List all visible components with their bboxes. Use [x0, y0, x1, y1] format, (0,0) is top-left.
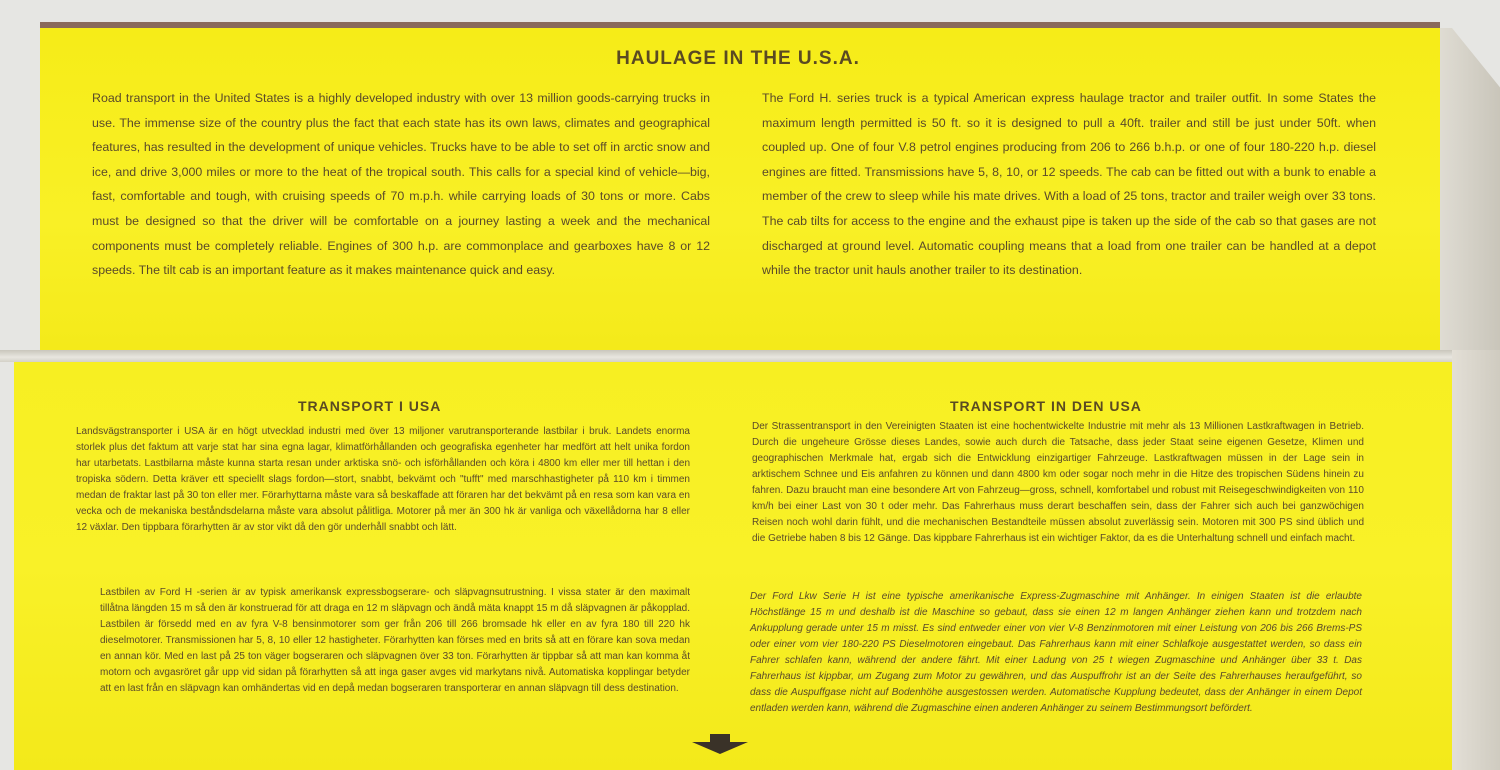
swedish-text-1 — [76, 424, 690, 536]
english-paragraph: Road transport in the United States is a highly developed industry with over 13 million goods-carrying trucks in use. The immense size of the country plus the fact that each state has its own laws, climates and geographical features, has resulted in the development of unique vehicles. Trucks have to be able to set off in arctic snow and ice, and drive 3,000 miles or more to the heat of the tropical south. This calls for a special kind of vehicle—big, fast, comfortable and tough, with cruising speeds of 70 m.p.h. while carrying loads of 30 tons or more. Cabs must be designed so that the driver will be comfortable on a journey lasting a week and the mechanical components must be completely reliable. Engines of 300 h.p. are commonplace and gearboxes have 8 or 12 speeds. The tilt cab is an important feature as it makes maintenance quick and easy. — [92, 91, 710, 278]
fold-crease — [0, 350, 1500, 362]
english-paragraph: The Ford H. series truck is a typical American express haulage tractor and trailer outfit. In some States the maximum length permitted is 50 ft. so it is designed to pull a 40ft. trailer and still be just under 50ft. when coupled up. One of four V.8 petrol engines producing from 206 to 266 b.h.p. or one of four 180-220 h.p. diesel engines are fitted. Transmissions have 5, 8, 10, or 12 speeds. The cab can be fitted out with a bunk to enable a member of the crew to sleep while his mate drives. With a load of 25 tons, tractor and trailer weigh over 33 tons. The cab tilts for access to the engine and the exhaust pipe is taken up the side of the cab so that gases are not discharged at ground level. Automatic coupling means that a load from one trailer can be handled at a depot while the tractor unit hauls another trailer to its destination. — [762, 91, 1376, 278]
german-paragraph: Der Strassentransport in den Vereinigten Staaten ist eine hochentwickelte Industrie mit mehr als 13 Millionen Lastkraftwagen in Betrieb. Durch die ungeheure Grösse dieses Landes, sowie auch durch die Tatsache, dass jeder Staat seine eigenen Gesetze, Klimen und geographischen Merkmale hat, ergab sich die Entwicklung einzigartiger Fahrzeuge. Lastkraftwagen müssen in der Lage sein in arktischem Schnee und Eis anfahren zu können und dann 4800 km oder sogar noch mehr in die Hitze des tropischen Südens hinein zu fahren. Dazu braucht man eine besondere Art von Fahrzeug—gross, schnell, komfortabel und robust mit Reisegeschwindigkeiten von 110 km/h bei einer Last von 30 t oder mehr. Das Fahrerhaus muss derart beschaffen sein, dass der Fahrer sich auch bei ganzwöchigen Reisen noch wohl darin fühlt, und die mechanischen Bestandteile müssen absolut zuverlässig sein. Motoren mit 300 PS sind üblich und die Getriebe haben 8 bis 12 Gänge. Das kippbare Fahrerhaus ist ein wichtiger Faktor, da es die Unterhaltung schnell und einfach macht. — [752, 421, 1364, 544]
german-text-2 — [750, 589, 1362, 717]
box-flap-top — [1440, 28, 1500, 358]
english-text-left — [92, 86, 710, 283]
page-title: HAULAGE IN THE U.S.A. — [616, 48, 860, 69]
german-paragraph: Der Ford Lkw Serie H ist eine typische amerikanische Express-Zugmaschine mit Anhänger. In einigen Staaten ist die erlaubte Höchstlänge 15 m und deshalb ist die Maschine so gebaut, dass sie einen 12 m langen Anhänger ziehen kann und trotzdem nach Ankupplung gerade unter 15 m misst. Es sind entweder einer von vier V-8 Benzinmotoren mit einer Leistung von 206 bis 266 Brems-PS oder einer vom vier 180-220 PS Dieselmotoren eingebaut. Das Fahrerhaus kann mit einer Schlafkoje ausgestattet werden, so dass ein Fahrer schlafen kann, während der andere fährt. Mit einer Ladung von 25 t wiegen Zugmaschine und Anhänger über 33 t. Das Fahrerhaus ist kippbar, um Zugang zum Motor zu gewähren, und das Auspuffrohr ist an der Seite des Fahrerhauses heraufgeführt, so dass die Auspuffgase nicht auf Bodenhöhe ausgestossen werden. Automatische Kupplung bedeutet, dass der Anhänger in einem Depot entladen werden kann, während die Zugmaschine einen anderen Anhänger zu seinem Bestimmungsort befördert. — [750, 591, 1362, 714]
swedish-paragraph: Lastbilen av Ford H -serien är av typisk amerikansk expressbogserare- och släpvagnsutrustning. I vissa stater är den maximalt tillåtna längden 15 m så den är konstruerad för att draga en 12 m släpvagn och ändå mäta knappt 15 m då släpvagnen är påkopplad. Lastbilen är försedd med en av fyra V-8 bensinmotorer som ger från 206 till 266 bromsade hk eller en av fyra 180 till 220 hk dieselmotorer. Transmissionen har 5, 8, 10 eller 12 hastigheter. Förarhytten kan förses med en brits så att en förare kan sova medan en annan kör. Med en last på 25 ton väger bogseraren och släpvagnen över 33 ton. Förarhytten är tippbar så att man kan komma åt motorn och avgasröret går upp vid sidan på förarhytten så att inga gaser avges vid markytans nivå. Automatiska kopplingar betyder att en last från en släpvagn kan omhändertas vid en depå medan bogseraren transporterar en annan släpvagn till dess destination. — [100, 587, 690, 694]
english-text-right — [762, 86, 1376, 283]
arrow-down-icon — [690, 732, 750, 756]
box-flap-bottom — [1452, 350, 1500, 770]
german-title: TRANSPORT IN DEN USA — [950, 398, 1142, 414]
german-text-1 — [752, 419, 1364, 547]
swedish-text-2 — [100, 585, 690, 697]
swedish-title: TRANSPORT I USA — [298, 398, 442, 414]
swedish-paragraph: Landsvägstransporter i USA är en högt utvecklad industri med över 13 miljoner varutransporterande lastbilar i bruk. Landets enorma storlek plus det faktum att varje stat har sina egna lagar, klimatförhållanden och geografiska egenheter har medfört att helt unika fordon har utarbetats. Lastbilarna måste kunna starta resan under arktiska snö- och isförhållanden och köra i 4800 km eller mer till hettan i den tropiska södern. Detta kräver ett speciellt slags fordon—stort, snabbt, bekvämt och "tufft" med marschhastigheter på 110 km i timmen medan de fraktar last på 30 ton eller mer. Förarhyttarna måste vara så beskaffade att föraren har det bekvämt på en resa som kan vara en vecka och de mekaniska beståndsdelarna måste vara absolut pålitliga. Motorer på mer än 300 hk är vanliga och växellådorna har 8 eller 12 växlar. Den tippbara förarhytten är av stor vikt då den gör underhåll snabbt och lätt. — [76, 426, 690, 533]
